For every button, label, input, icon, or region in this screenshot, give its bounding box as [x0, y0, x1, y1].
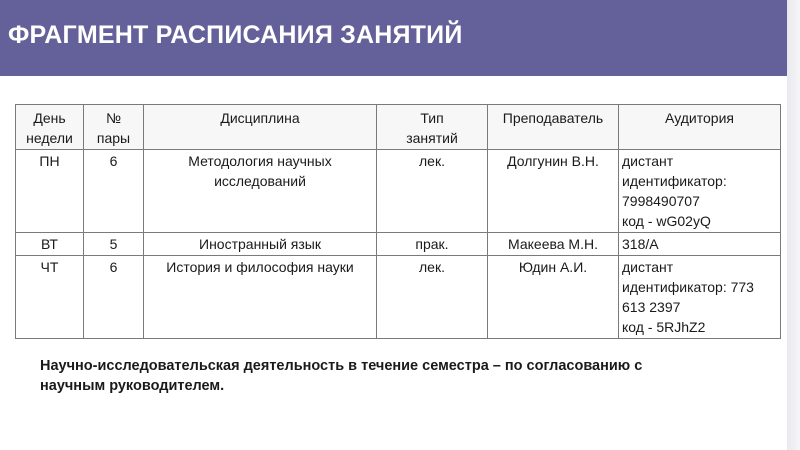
page-title: ФРАГМЕНТ РАСПИСАНИЯ ЗАНЯТИЙ	[8, 21, 463, 49]
cell-room	[619, 256, 781, 339]
header-text: пары	[96, 130, 131, 146]
header-text: Тип	[420, 110, 444, 126]
column-header-pair	[84, 105, 144, 150]
cell-day: ЧТ	[16, 256, 84, 339]
room-text: идентификатор: 773	[622, 279, 754, 295]
room-text: 318/А	[622, 236, 659, 252]
cell-day: ВТ	[16, 233, 84, 256]
column-header-type	[377, 105, 488, 150]
footer-note	[40, 356, 760, 396]
table-row	[16, 233, 781, 256]
footer-text: научным руководителем.	[40, 378, 225, 394]
cell-teacher: Макеева М.Н.	[488, 233, 619, 256]
table-row	[16, 256, 781, 339]
cell-room	[619, 233, 781, 256]
header-text: №	[105, 110, 122, 126]
column-header-discipline	[144, 105, 377, 150]
cell-pair: 6	[84, 256, 144, 339]
discipline-text: Методология научных	[188, 153, 332, 169]
header-text: День	[33, 110, 66, 126]
discipline-text: Иностранный язык	[199, 236, 321, 252]
cell-room	[619, 150, 781, 233]
cell-discipline	[144, 150, 377, 233]
footer-text: Научно-исследовательская деятельность в течение семестра – по согласованию с	[40, 358, 643, 374]
column-header-day	[16, 105, 84, 150]
table-header-row	[16, 105, 781, 150]
cell-pair: 5	[84, 233, 144, 256]
room-text: код - wG02yQ	[622, 213, 711, 229]
cell-type: лек.	[377, 256, 488, 339]
column-header-teacher	[488, 105, 619, 150]
cell-discipline	[144, 256, 377, 339]
cell-teacher: Юдин А.И.	[488, 256, 619, 339]
cell-type: лек.	[377, 150, 488, 233]
schedule-table	[15, 104, 781, 339]
header-text: Дисциплина	[220, 110, 300, 126]
header-text: недели	[26, 130, 73, 146]
header-text: Преподаватель	[502, 110, 604, 126]
room-text: 613 2397	[622, 299, 681, 315]
room-text: идентификатор:	[622, 173, 727, 189]
cell-discipline	[144, 233, 377, 256]
cell-type: прак.	[377, 233, 488, 256]
cell-pair: 6	[84, 150, 144, 233]
discipline-text: исследований	[214, 173, 306, 189]
page-edge-shadow	[787, 0, 800, 450]
room-text: код - 5RJhZ2	[622, 319, 706, 335]
header-text: занятий	[406, 130, 458, 146]
discipline-text: История и философия науки	[166, 259, 354, 275]
header-text: Аудитория	[665, 110, 734, 126]
table-row	[16, 150, 781, 233]
room-text: дистант	[622, 153, 674, 169]
column-header-room	[619, 105, 781, 150]
cell-day: ПН	[16, 150, 84, 233]
room-text: 7998490707	[622, 193, 700, 209]
cell-teacher: Долгунин В.Н.	[488, 150, 619, 233]
room-text: дистант	[622, 259, 674, 275]
